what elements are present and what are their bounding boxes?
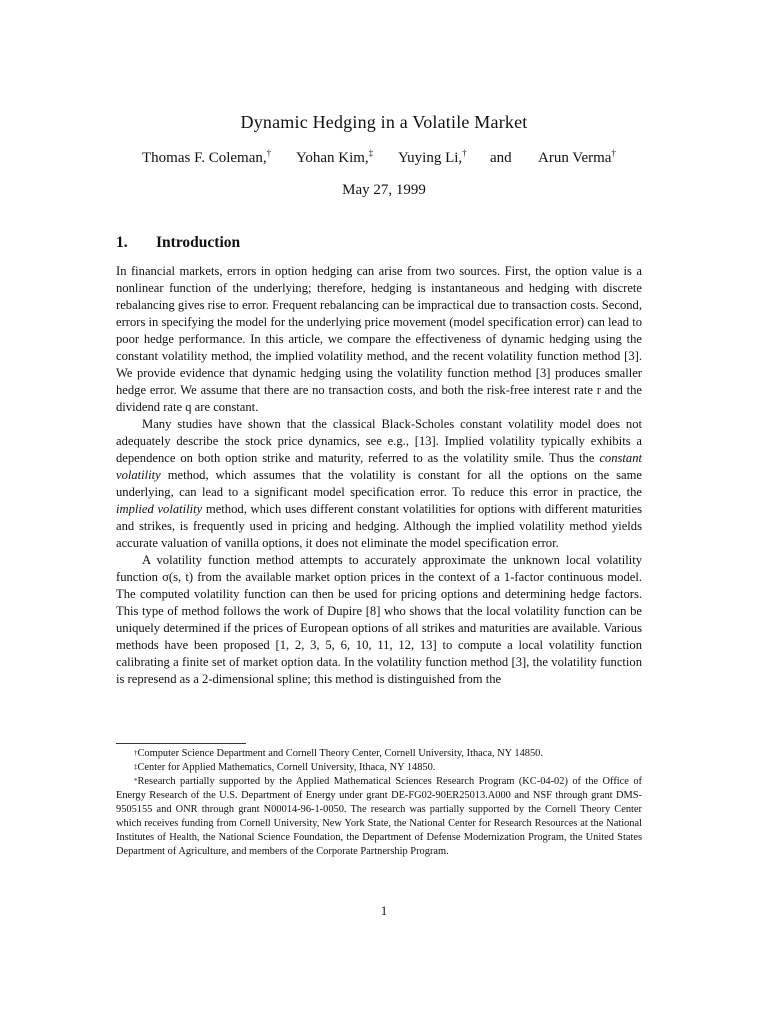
body-text	[116, 263, 642, 688]
author-conjunction: and	[490, 150, 512, 166]
author-kim: Yohan Kim,‡	[296, 148, 374, 166]
footnote-1: †Computer Science Department and Cornell Theory Center, Cornell University, Ithaca, NY 14850.	[134, 748, 543, 759]
footnote-divider	[116, 743, 246, 744]
author-list	[142, 150, 642, 170]
section-number: 1.	[116, 234, 128, 251]
author-li: Yuying Li,†	[398, 148, 467, 166]
emphasis-implied-volatility: implied volatility	[116, 502, 203, 516]
author-verma: Arun Verma†	[538, 148, 616, 166]
paragraph-2: Many studies have shown that the classical Black-Scholes constant volatility model does not adequately describe the stock price dynamics, see e.g., [13]. Implied volatility typically exhibits a dependence on both option strike and maturity, referred to as the volatility smile. Thus the constant volatility method, which assumes that the volatility is constant for all the options on the same underlying, can lead to a significant model specification error. To reduce this error in practice, the implied volatility method, which uses different constant volatilities for options with different maturities and strikes, is frequently used in pricing and hedging. Although the implied volatility method yields accurate valuation of vanilla options, it does not eliminate the model specification error.	[116, 417, 642, 550]
emphasis-constant-volatility: constant volatility	[116, 451, 642, 482]
page-number: 1	[380, 904, 388, 918]
paper-title: Dynamic Hedging in a Volatile Market	[240, 112, 528, 132]
paragraph-1: In financial markets, errors in option hedging can arise from two sources. First, the option value is a nonlinear function of the underlying; therefore, hedging is instantaneous and hedging with discrete rebalancing gives rise to error. Frequent rebalancing can be impractical due to transaction costs. Second, errors in specifying the model for the underlying price movement (model specification error) can lead to poor hedge performance. In this article, we compare the effectiveness of dynamic hedging using the constant volatility method, the implied volatility method, and the recent volatility function method [3]. We provide evidence that dynamic hedging using the volatility function method [3] produces smaller hedge error. We assume that there are no transaction costs, and both the risk-free interest rate r and the dividend rate q are constant.	[116, 264, 642, 414]
paper-date: May 27, 1999	[342, 182, 426, 198]
author-coleman: Thomas F. Coleman,†	[142, 148, 272, 166]
footnote-3: *Research partially supported by the Applied Mathematical Sciences Research Program (KC-04-02) of the Office of Energy Research of the U.S. Department of Energy under grant DE-FG02-90ER25013.A000 and NSF through grant DMS-9505155 and ONR through grant N00014-96-1-0050. The research was partially supported by the Cornell Theory Center which receives funding from Cornell University, New York State, the National Center for Research Resources at the National Institutes of Health, the National Science Foundation, the Department of Defense Modernization Program, the United States Department of Agriculture, and members of the Corporate Partnership Program.	[116, 776, 642, 857]
section-heading	[116, 234, 240, 252]
paragraph-3: A volatility function method attempts to accurately approximate the unknown local volatility function σ(s, t) from the available market option prices in the context of a 1-factor continuous model. The computed volatility function can then be used for pricing options and determining hedge factors. This type of method follows the work of Dupire [8] who shows that the local volatility function can be uniquely determined if the prices of European options of all strikes and maturities are available. Various methods have been proposed [1, 2, 3, 5, 6, 10, 11, 12, 13] to compute a local volatility function calibrating a finite set of market option data. In the volatility function method [3], the volatility function is represend as a 2-dimensional spline; this method is distinguished from the	[116, 553, 642, 686]
footnote-2: ‡Center for Applied Mathematics, Cornell University, Ithaca, NY 14850.	[134, 762, 436, 773]
footnotes	[116, 747, 642, 859]
section-title: Introduction	[156, 234, 241, 251]
